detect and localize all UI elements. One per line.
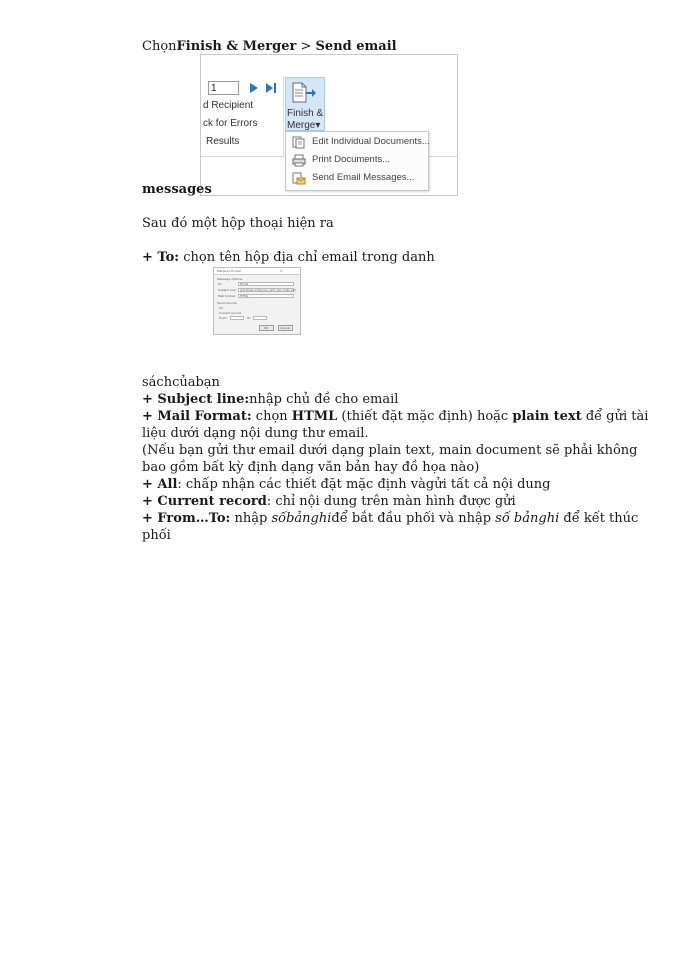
from-to-line	[142, 510, 638, 527]
send-records-group: Send records	[217, 301, 237, 305]
instruction-prefix: Chọn	[142, 39, 177, 54]
format-field-label: Mail format:	[218, 294, 237, 298]
current-record-label: + Current record	[142, 494, 267, 509]
note-line-1: (Nếu bạn gửi thư email dưới dạng plain text, main document sẽ phải không	[142, 443, 638, 458]
subject-field-label: Subject line:	[218, 288, 237, 292]
from-to-line-2: phối	[142, 528, 171, 543]
finish-merge-dropdown-menu	[285, 131, 429, 191]
intro-text: Sau đó một hộp thoại hiện ra	[142, 216, 334, 231]
menu-item-send-email-messages[interactable]	[288, 170, 426, 187]
message-options-group: Message options	[217, 277, 243, 281]
instruction-finish-merger: Finish & Merger	[176, 39, 297, 54]
html-keyword: HTML	[291, 409, 338, 424]
instruction-continuation: messages	[142, 182, 212, 197]
check-for-errors-label[interactable]: ck for Errors	[203, 118, 258, 129]
to-number-input[interactable]	[253, 316, 267, 320]
from-to-label: + From…To:	[142, 511, 231, 526]
all-line	[142, 476, 550, 493]
end-record-italic: số bảnghi	[495, 511, 560, 526]
group-divider	[283, 77, 284, 157]
note-line-2: bao gồm bất kỳ định dạng văn bản hay đồ họa nào)	[142, 460, 480, 475]
option-from[interactable]: From:	[219, 316, 228, 320]
mail-format-line	[142, 408, 648, 425]
finish-merge-label-line1: Finish &	[287, 108, 324, 119]
subject-description: nhập chủ đề cho email	[249, 392, 399, 407]
cancel-button-label: Cancel	[280, 326, 291, 330]
next-record-icon[interactable]	[249, 83, 259, 93]
from-to-text: để bắt đầu phối và nhập	[331, 511, 496, 526]
menu-item-edit-individual-documents[interactable]	[288, 134, 430, 151]
all-description: : chấp nhận các thiết đặt mặc định vàgửi tất cả nội dung	[177, 477, 551, 492]
instruction-separator: >	[296, 39, 316, 54]
ok-button-label: OK	[264, 326, 269, 330]
instruction-line	[142, 38, 397, 55]
mail-format-text: chọn	[251, 409, 292, 424]
merge-to-email-dialog-thumbnail	[213, 267, 301, 335]
last-record-icon[interactable]	[265, 83, 277, 93]
format-select-value: HTML	[240, 294, 249, 298]
record-number-input[interactable]: 1	[208, 81, 239, 95]
close-icon[interactable]: ✕	[280, 269, 283, 273]
mail-format-text: để gửi tài	[581, 409, 649, 424]
subject-line	[142, 391, 398, 408]
results-group-label: Results	[206, 136, 240, 147]
email-icon	[292, 172, 306, 185]
to-label: + To:	[142, 250, 180, 265]
all-label: + All	[142, 477, 178, 492]
to-line	[142, 249, 435, 266]
from-input[interactable]	[230, 316, 244, 320]
find-recipient-label[interactable]: d Recipient	[203, 100, 254, 111]
menu-item-label: Send Email Messages...	[312, 172, 415, 183]
to-field-label: To:	[218, 282, 223, 286]
to-description: chọn tên hộp địa chỉ email trong danh	[179, 250, 435, 265]
from-to-text: nhập	[230, 511, 272, 526]
instruction-send-email: Send email	[315, 39, 397, 54]
start-record-italic: sốbảnghi	[271, 511, 332, 526]
to-continuation: sáchcủabạn	[142, 375, 220, 390]
option-to: To:	[247, 316, 252, 320]
subject-input-value: giới thiệu khóa học anh văn miễn phí	[240, 288, 296, 292]
to-select-value: Email	[240, 282, 249, 286]
subject-label: + Subject line:	[142, 392, 250, 407]
ribbon-screenshot	[200, 54, 458, 196]
edit-documents-icon	[292, 136, 306, 149]
print-icon	[292, 154, 306, 167]
menu-item-label: Print Documents...	[312, 154, 391, 165]
finish-merge-icon	[291, 82, 317, 104]
finish-merge-word: Merge	[287, 120, 316, 131]
from-to-text: để kết thúc	[559, 511, 639, 526]
dialog-title: Merge to E-mail	[217, 269, 241, 273]
mail-format-line-2: liệu dưới dạng nội dung thư email.	[142, 426, 369, 441]
current-record-line	[142, 493, 516, 510]
mail-format-label: + Mail Format:	[142, 409, 252, 424]
plain-text-keyword: plain text	[512, 409, 582, 424]
chevron-down-icon: ▾	[315, 120, 321, 131]
option-all[interactable]: All	[219, 306, 223, 310]
menu-item-label: Edit Individual Documents...	[312, 136, 430, 147]
menu-item-print-documents[interactable]	[288, 152, 426, 169]
option-current-record[interactable]: Current record	[219, 311, 241, 315]
current-record-description: : chỉ nội dung trên màn hình được gửi	[266, 494, 516, 509]
mail-format-text: (thiết đặt mặc định) hoặc	[337, 409, 513, 424]
